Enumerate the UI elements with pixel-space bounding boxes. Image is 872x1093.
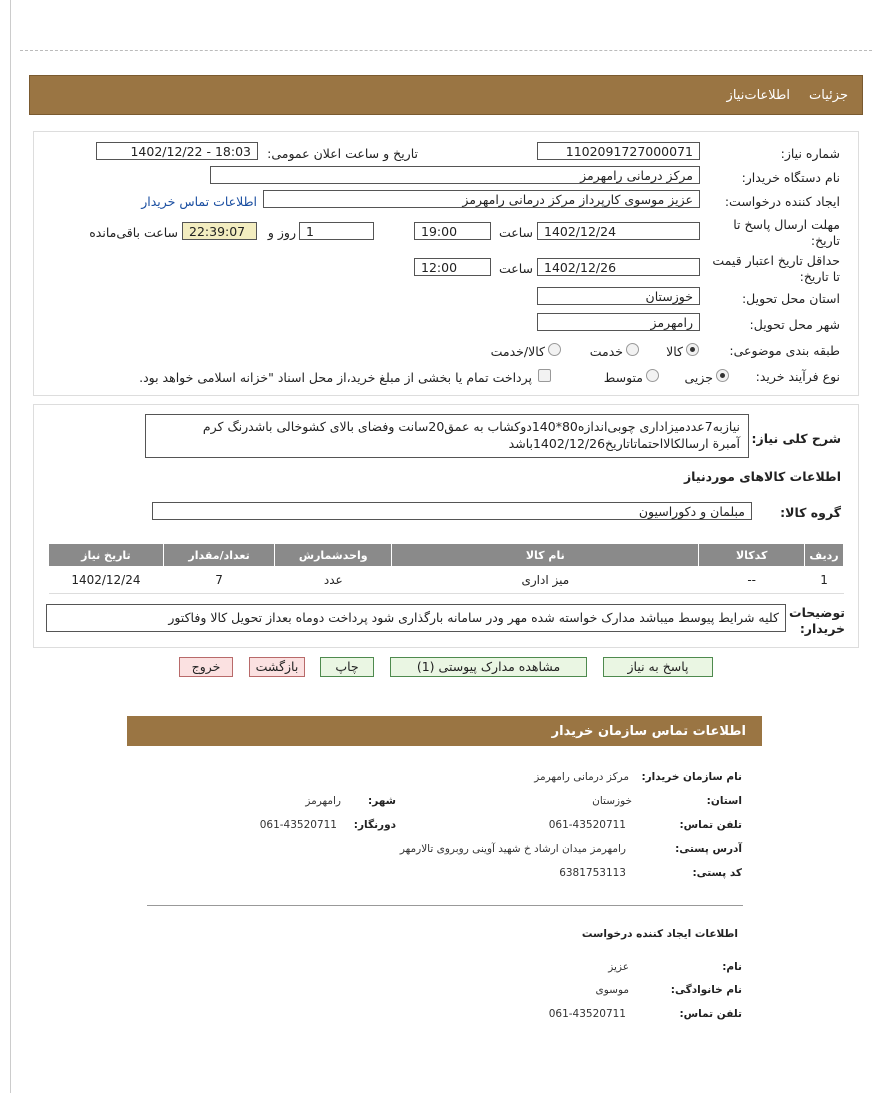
- category-both-radio[interactable]: [548, 343, 561, 356]
- col-name: نام کالا: [392, 544, 699, 567]
- col-row: ردیف: [805, 544, 844, 567]
- creator-field: عزیز موسوی کارپرداز مرکز درمانی رامهرمز: [263, 190, 700, 208]
- view-docs-button[interactable]: مشاهده مدارک پیوستی (1): [390, 657, 587, 677]
- process-partial-label: جزیی: [684, 370, 713, 385]
- buyer-notes-field: کلیه شرایط پیوسط میباشد مدارک خواسته شده مهر ودر سامانه بارگذاری شود پرداخت دوماه بعداز تحویل کالا وفاکتور: [46, 604, 786, 632]
- cell-code: --: [699, 567, 805, 594]
- summary-field: [145, 414, 749, 458]
- print-button[interactable]: چاپ: [320, 657, 374, 677]
- category-goods-label: کالا: [666, 344, 683, 359]
- creator-phone: 061-43520711: [548, 1008, 626, 1020]
- contact-province-label: استان:: [706, 795, 742, 807]
- reply-button[interactable]: پاسخ به نیاز: [603, 657, 713, 677]
- category-service-label: خدمت: [589, 344, 623, 359]
- cell-unit: عدد: [275, 567, 392, 594]
- group-label: گروه کالا:: [780, 505, 841, 520]
- contact-phone: 061-43520711: [548, 819, 626, 831]
- buyer-org-field: مرکز درمانی رامهرمز: [210, 166, 700, 184]
- announce-label: تاریخ و ساعت اعلان عمومی:: [267, 146, 418, 161]
- contact-fax: 061-43520711: [259, 819, 337, 831]
- left-border: [10, 0, 11, 1093]
- contact-divider: [147, 905, 743, 906]
- goods-info-heading: اطلاعات کالاهای موردنیاز: [683, 469, 841, 484]
- category-service-radio[interactable]: [626, 343, 639, 356]
- back-button[interactable]: بازگشت: [249, 657, 305, 677]
- creator-phone-label: تلفن تماس:: [679, 1008, 742, 1020]
- summary-line-1: نیازبه7عددمیزاداری چوبی‌اندازه80*140دوکشاب به عمق20سانت وفضای بالای کشوخالی باشدرنگ کرم: [202, 419, 740, 434]
- exit-button[interactable]: خروج: [179, 657, 233, 677]
- top-divider: [20, 50, 872, 51]
- contact-province: خوزستان: [592, 795, 632, 807]
- process-partial-radio[interactable]: [716, 369, 729, 382]
- need-number-field: 1102091727000071: [537, 142, 700, 160]
- col-date: تاریخ نیاز: [49, 544, 164, 567]
- contact-org-label: نام سازمان خریدار:: [641, 771, 742, 783]
- contact-phone-label: تلفن تماس:: [679, 819, 742, 831]
- summary-label: شرح کلی نیاز:: [751, 431, 841, 446]
- remaining-label: ساعت باقی‌مانده: [89, 225, 178, 240]
- process-medium-label: متوسط: [603, 370, 643, 385]
- contact-address-label: آدرس پستی:: [675, 843, 742, 855]
- deadline-date-field: 1402/12/24: [537, 222, 700, 240]
- announce-field: 1402/12/22 - 18:03: [96, 142, 258, 160]
- need-number-label: شماره نیاز:: [780, 146, 840, 161]
- cell-row: 1: [805, 567, 844, 594]
- payment-note: پرداخت تمام یا بخشی از مبلغ خرید،از محل اسناد "خزانه اسلامی خواهد بود.: [139, 370, 532, 385]
- contact-title: اطلاعات تماس سازمان خریدار: [551, 724, 746, 739]
- col-qty: تعداد/مقدار: [163, 544, 274, 567]
- group-field: مبلمان و دکوراسیون: [152, 502, 752, 520]
- days-label: روز و: [267, 225, 296, 240]
- tab-details[interactable]: جزئیات: [809, 88, 848, 103]
- cell-qty: 7: [163, 567, 274, 594]
- contact-postal-label: کد پستی:: [692, 867, 742, 879]
- tab-need-info[interactable]: اطلاعات‌نیاز: [726, 88, 790, 103]
- city-label: شهر محل تحویل:: [749, 317, 840, 332]
- countdown-timer: 22:39:07: [182, 222, 257, 240]
- process-medium-radio[interactable]: [646, 369, 659, 382]
- days-field: 1: [299, 222, 374, 240]
- process-label: نوع فرآیند خرید:: [755, 369, 840, 384]
- creator-family-label: نام خانوادگی:: [670, 984, 742, 996]
- category-both-label: کالا/خدمت: [490, 344, 545, 359]
- header-bar: [29, 75, 863, 115]
- category-goods-radio[interactable]: [686, 343, 699, 356]
- deadline-time-label: ساعت: [498, 225, 533, 240]
- summary-line-2: آمبرة ارسالکالااحتماتاتاریخ1402/12/26باشد: [508, 436, 740, 451]
- deadline-label: مهلت ارسال پاسخ تا تاریخ:: [733, 217, 840, 248]
- price-validity-time-label: ساعت: [498, 261, 533, 276]
- province-label: استان محل تحویل:: [741, 291, 840, 306]
- creator-family: موسوی: [595, 984, 629, 996]
- col-code: کدکالا: [699, 544, 805, 567]
- buyer-org-label: نام دستگاه خریدار:: [741, 170, 840, 185]
- price-validity-time: 12:00: [414, 258, 491, 276]
- col-unit: واحدشمارش: [275, 544, 392, 567]
- province-field: خوزستان: [537, 287, 700, 305]
- contact-address: رامهرمز میدان ارشاد خ شهید آوینی روبروی تالارمهر: [399, 843, 626, 855]
- contact-header: [127, 716, 762, 746]
- cell-name: میز اداری: [392, 567, 699, 594]
- creator-name: عزیز: [608, 961, 629, 973]
- price-validity-label: حداقل تاریخ اعتبار قیمت تا تاریخ:: [712, 253, 840, 284]
- buyer-notes-label: توضیحات خریدار:: [789, 605, 845, 636]
- contact-city-label: شهر:: [368, 795, 396, 807]
- table-row: [49, 567, 844, 594]
- creator-info-title: اطلاعات ایجاد کننده درخواست: [581, 928, 738, 940]
- contact-fax-label: دورنگار:: [353, 819, 396, 831]
- contact-org: مرکز درمانی رامهرمز: [534, 771, 629, 783]
- treasury-checkbox[interactable]: [538, 369, 551, 382]
- category-label: طبقه بندی موضوعی:: [729, 343, 840, 358]
- buyer-contact-link[interactable]: اطلاعات تماس خریدار: [141, 194, 257, 209]
- price-validity-date: 1402/12/26: [537, 258, 700, 276]
- contact-city: رامهرمز: [305, 795, 341, 807]
- contact-postal: 6381753113: [559, 867, 626, 879]
- goods-table-header: [49, 544, 844, 567]
- city-field: رامهرمز: [537, 313, 700, 331]
- goods-table: [48, 543, 844, 594]
- deadline-time-field: 19:00: [414, 222, 491, 240]
- creator-label: ایجاد کننده درخواست:: [724, 194, 840, 209]
- creator-name-label: نام:: [722, 961, 742, 973]
- cell-date: 1402/12/24: [49, 567, 164, 594]
